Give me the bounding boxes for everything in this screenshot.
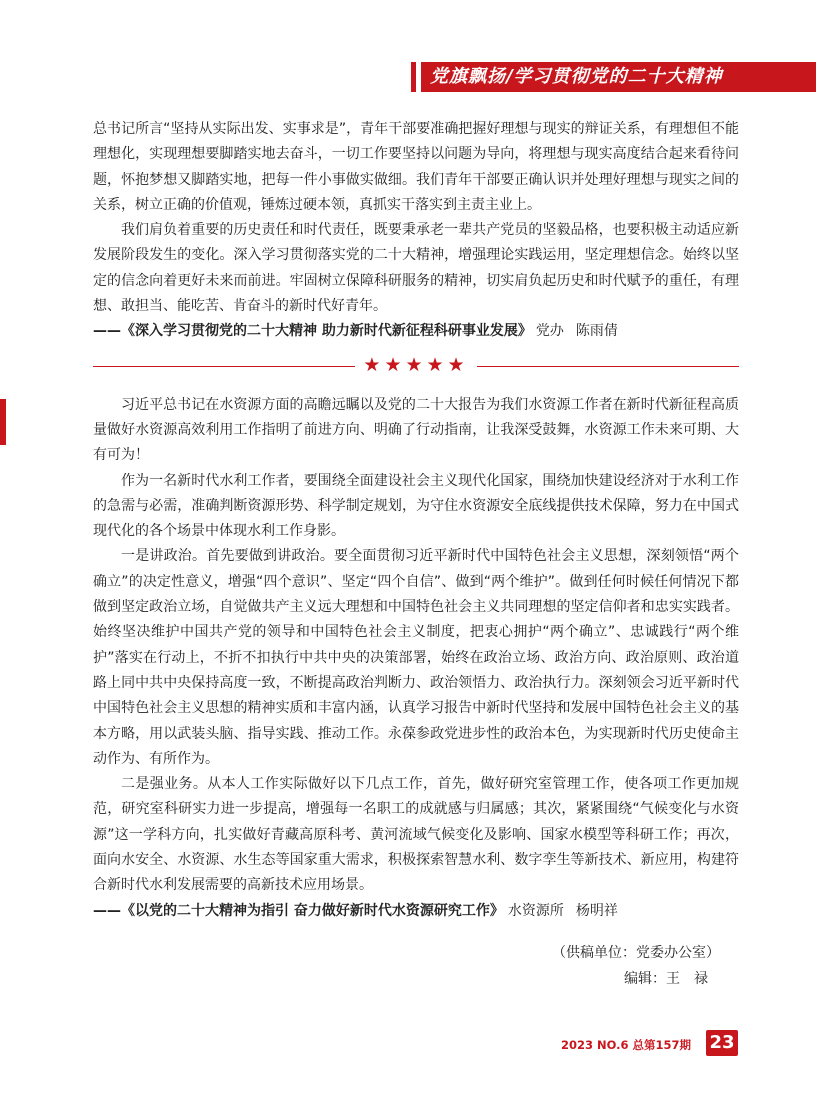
article2-paragraph-4: 二是强业务。从本人工作实际做好以下几点工作，首先，做好研究室管理工作，使各项工作更加规范，研究室科研实力进一步提高，增强每一名职工的成就感与归属感；其次，紧紧围绕“气候变化与水资源”这一学科方向，扎实做好青藏高原科考、黄河流域气候变化及影响、国家水模型等科研工作；再次，面向水安全、水资源、水生态等国家重大需求，积极探索智慧水利、数字孪生等新技术、新应用，构建符合新时代水利发展需要的高新技术应用场景。 — [93, 776, 739, 894]
issue-info: 2023 NO.6 总第157期 — [561, 1038, 692, 1052]
article2-signature-dept: 水资源所 — [507, 902, 564, 919]
article2-signature-name: 杨明祥 — [575, 902, 618, 919]
article1-signature-dept: 党办 — [535, 323, 564, 340]
header-accent-mark — [411, 62, 416, 92]
article2-signature — [93, 899, 739, 924]
editor-note: 编辑：王 禄 — [624, 971, 708, 987]
article2-signature-title: ——《以党的二十大精神为指引 奋力做好新时代水资源研究工作》 — [93, 902, 504, 919]
divider-line-right — [477, 366, 739, 368]
article2-paragraph-2: 作为一名新时代水利工作者，要围绕全面建设社会主义现代化国家，围绕加快建设经济对于水利工作的急需与必需，准确判断资源形势、科学制定规划，为守住水资源安全底线提供技术保障，努力在中国式现代化的各个场景中体现水利工作身影。 — [93, 472, 739, 540]
article1-signature-title: ——《深入学习贯彻党的二十大精神 助力新时代新征程科研事业发展》 — [93, 323, 532, 340]
article1-paragraph-1: 总书记所言“坚持从实际出发、实事求是”，青年干部要准确把握好理想与现实的辩证关系，有理想但不能理想化，实现理想要脚踏实地去奋斗，一切工作要坚持以问题为导向，将理想与现实高度结合起来看待问题，怀抱梦想又脚踏实地，把每一件小事做实做细。我们青年干部要正确认识并处理好理想与现实之间的关系，树立正确的价值观，锤炼过硬本领，真抓实干落实到主责主业上。 — [93, 121, 739, 213]
article2-paragraph-1: 习近平总书记在水资源方面的高瞻远瞩以及党的二十大报告为我们水资源工作者在新时代新征程高质量做好水资源高效利用工作指明了前进方向、明确了行动指南，让我深受鼓舞，水资源工作未来可期、大有可为！ — [93, 396, 739, 464]
column-title: 党旗飘扬/学习贯彻党的二十大精神 — [430, 66, 723, 87]
page-number: 23 — [706, 1030, 738, 1056]
article2-paragraph-3: 一是讲政治。首先要做到讲政治。要全面贯彻习近平新时代中国特色社会主义思想，深刻领悟“两个确立”的决定性意义，增强“四个意识”、坚定“四个自信”、做到“两个维护”。做到任何时候任何情况下都做到坚定政治立场，自觉做共产主义远大理想和中国特色社会主义共同理想的坚定信仰者和忠实实践者。始终坚决维护中国共产党的领导和中国特色社会主义制度，把衷心拥护“两个确立”、忠诚践行“两个维护”落实在行动上，不折不扣执行中共中央的决策部署，始终在政治立场、政治方向、政治原则、政治道路上同中共中央保持高度一致，不断提高政治判断力、政治领悟力、政治执行力。深刻领会习近平新时代中国特色社会主义思想的精神实质和丰富内涵，认真学习报告中新时代坚持和发展中国特色社会主义的基本方略，用以武装头脑、指导实践、推动工作。永葆参政党进步性的政治本色，为实现新时代历史使命主动作为、有所作为。 — [93, 548, 739, 767]
article-content — [93, 117, 739, 924]
divider-stars-icon: ★★★★★ — [363, 353, 469, 376]
supplier-note: （供稿单位：党委办公室） — [552, 945, 720, 961]
page-edge-marker — [0, 399, 6, 445]
article1-signature — [93, 319, 739, 344]
article1-signature-name: 陈雨倩 — [575, 323, 618, 340]
star-divider — [93, 351, 739, 383]
divider-line-left — [93, 366, 355, 368]
footer-notes — [480, 940, 720, 992]
article1-paragraph-2: 我们肩负着重要的历史责任和时代责任，既要秉承老一辈共产党员的坚毅品格，也要积极主动适应新发展阶段发生的变化。深入学习贯彻落实党的二十大精神，增强理论实践运用，坚定理想信念。始终以坚定的信念向着更好未来而前进。牢固树立保障科研服务的精神，切实肩负起历史和时代赋予的重任，有理想、敢担当、能吃苦、肯奋斗的新时代好青年。 — [93, 222, 739, 315]
